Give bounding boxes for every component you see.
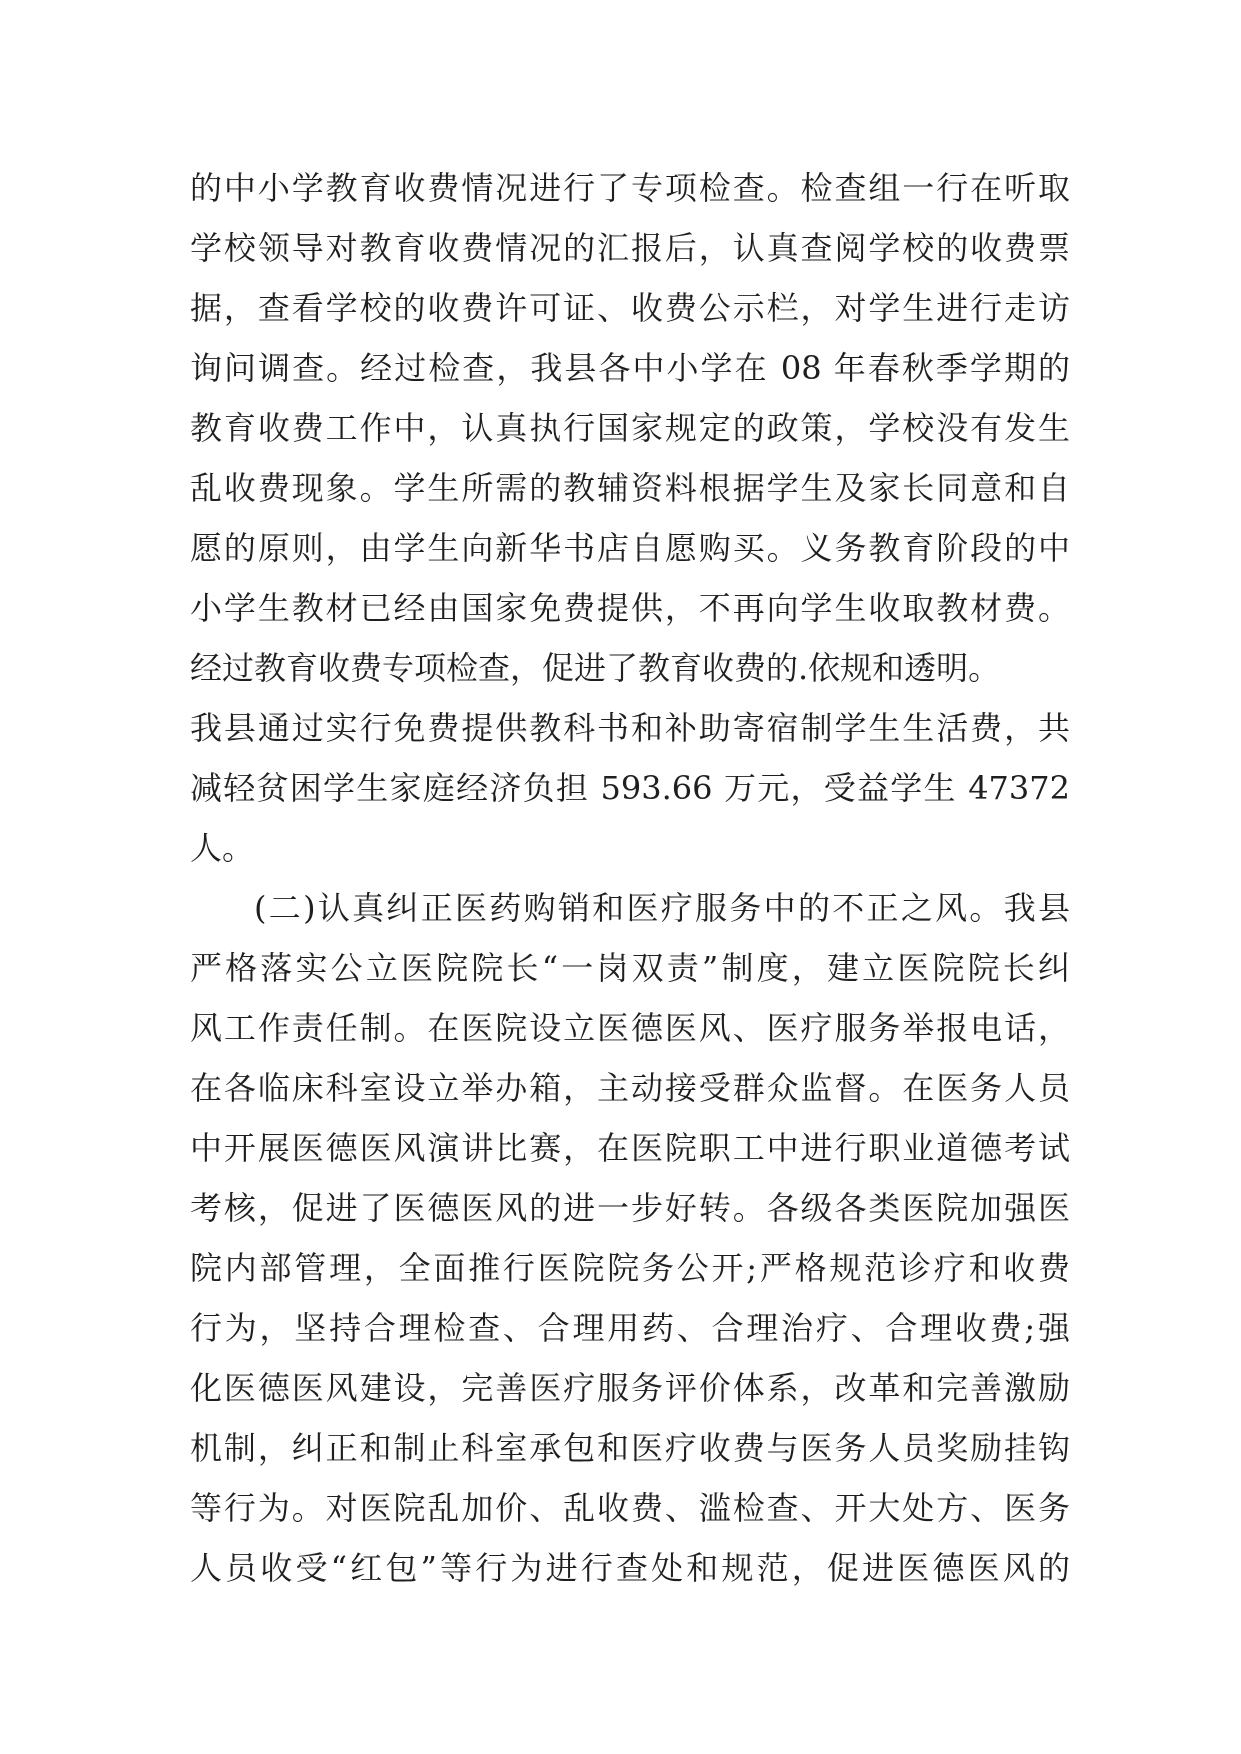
text-line: 机制，纠正和制止科室承包和医疗收费与医务人员奖励挂钩	[190, 1429, 1070, 1467]
body-text	[190, 158, 1070, 1598]
text-line: 人。	[190, 829, 255, 867]
text-line: 严格落实公立医院院长“一岗双责”制度，建立医院院长纠	[190, 949, 1070, 987]
text-line: 教育收费工作中，认真执行国家规定的政策，学校没有发生	[190, 409, 1070, 447]
text-line: 学校领导对教育收费情况的汇报后，认真查阅学校的收费票	[190, 229, 1070, 267]
text-line: 我县通过实行免费提供教科书和补助寄宿制学生生活费，共	[190, 709, 1070, 747]
text-line: 行为，坚持合理检查、合理用药、合理治疗、合理收费;强	[190, 1309, 1070, 1347]
text-line: 等行为。对医院乱加价、乱收费、滥检查、开大处方、医务	[190, 1489, 1070, 1527]
text-line: 考核，促进了医德医风的进一步好转。各级各类医院加强医	[190, 1189, 1070, 1227]
text-line: 询问调查。经过检查，我县各中小学在 08 年春秋季学期的	[190, 349, 1070, 387]
text-line: 据，查看学校的收费许可证、收费公示栏，对学生进行走访	[190, 289, 1070, 327]
text-line: 的中小学教育收费情况进行了专项检查。检查组一行在听取	[190, 169, 1070, 207]
text-line: 在各临床科室设立举办箱，主动接受群众监督。在医务人员	[190, 1069, 1070, 1107]
text-line: 小学生教材已经由国家免费提供，不再向学生收取教材费。	[190, 589, 1070, 627]
text-line: 化医德医风建设，完善医疗服务评价体系，改革和完善激励	[190, 1369, 1070, 1407]
text-line: 经过教育收费专项检查，促进了教育收费的.依规和透明。	[190, 649, 1001, 687]
text-line: 减轻贫困学生家庭经济负担 593.66 万元，受益学生 47372	[190, 769, 1070, 807]
text-line: 院内部管理，全面推行医院院务公开;严格规范诊疗和收费	[190, 1249, 1070, 1287]
text-line: 愿的原则，由学生向新华书店自愿购买。义务教育阶段的中	[190, 529, 1070, 567]
text-line: 人员收受“红包”等行为进行查处和规范，促进医德医风的	[190, 1549, 1070, 1587]
text-line: 乱收费现象。学生所需的教辅资料根据学生及家长同意和自	[190, 469, 1070, 507]
text-line: 风工作责任制。在医院设立医德医风、医疗服务举报电话，	[190, 1009, 1070, 1047]
paragraph-heading-line: (二)认真纠正医药购销和医疗服务中的不正之风。我县	[254, 889, 1070, 927]
text-line: 中开展医德医风演讲比赛，在医院职工中进行职业道德考试	[190, 1129, 1070, 1167]
